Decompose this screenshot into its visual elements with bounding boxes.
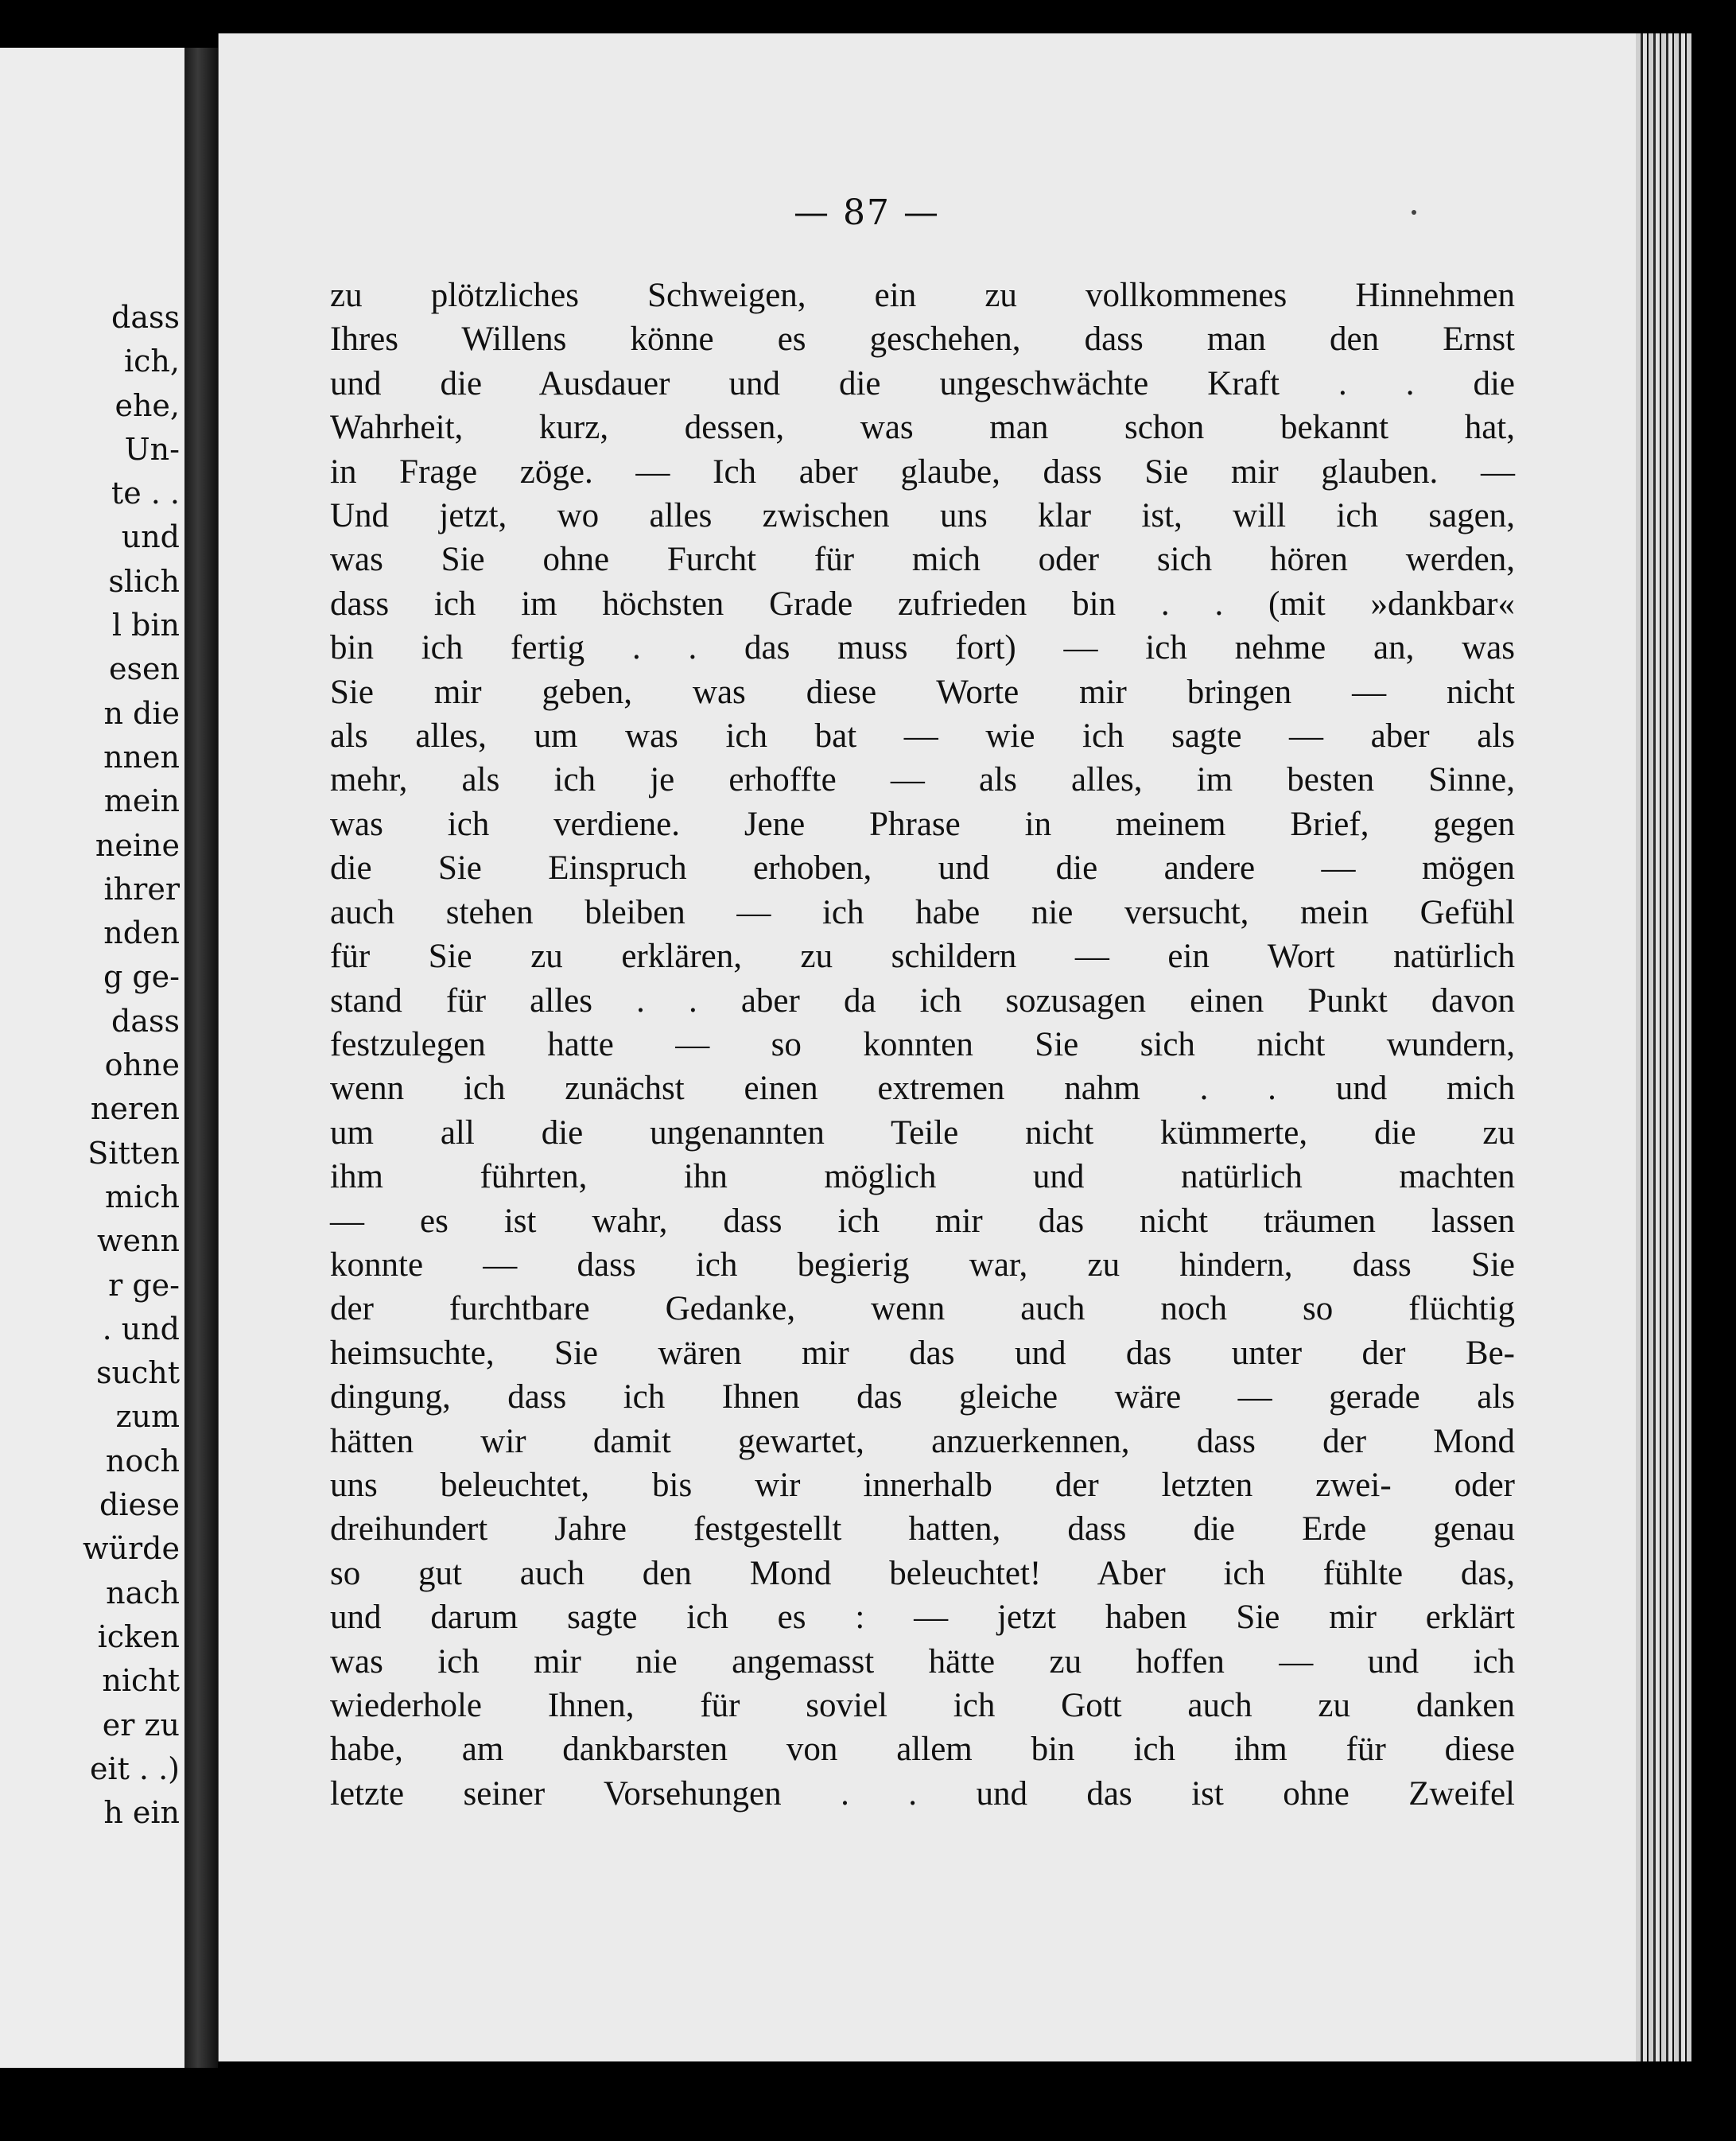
left-page-line: Un- bbox=[124, 431, 180, 467]
text-line: wiederhole Ihnen, für soviel ich Gott auch zu danken bbox=[330, 1687, 1515, 1724]
left-page-line: er zu bbox=[102, 1707, 180, 1743]
text-line: wenn ich zunächst einen extremen nahm . . und mich bbox=[330, 1070, 1515, 1108]
text-line: letzte seiner Vorsehungen . . und das ist ohne Zweifel bbox=[330, 1774, 1515, 1813]
left-page-line: neren bbox=[90, 1091, 180, 1127]
left-page-line: wenn bbox=[97, 1223, 180, 1259]
left-page-line: nach bbox=[106, 1575, 180, 1611]
left-page-line: nden bbox=[103, 915, 180, 951]
left-page-line: mich bbox=[105, 1179, 180, 1214]
left-page-line: eit . .) bbox=[89, 1750, 180, 1786]
left-page-line: und bbox=[121, 519, 180, 555]
left-page-line: nnen bbox=[103, 739, 180, 775]
book-gutter bbox=[184, 48, 218, 2068]
left-page-line: icken bbox=[97, 1618, 180, 1654]
left-page-line: l bin bbox=[111, 608, 180, 643]
left-page-line: mein bbox=[103, 783, 180, 819]
left-page-line: ich, bbox=[124, 344, 180, 379]
left-page-line: dass bbox=[111, 1003, 180, 1039]
text-line: die Sie Einspruch erhoben, und die andere — mögen bbox=[330, 849, 1515, 888]
left-page-line: ehe, bbox=[115, 387, 180, 423]
text-line: uns beleuchtet, bis wir innerhalb der letzten zwei- oder bbox=[330, 1466, 1515, 1504]
text-line: dass ich im höchsten Grade zufrieden bin . . (mit »dankbar« bbox=[330, 585, 1515, 623]
text-line: heimsuchte, Sie wären mir das und das unter der Be- bbox=[330, 1334, 1515, 1372]
text-line: auch stehen bleiben — ich habe nie versucht, mein Gefühl bbox=[330, 893, 1515, 931]
text-line: der furchtbare Gedanke, wenn auch noch so flüchtig bbox=[330, 1290, 1515, 1328]
left-page-line: h ein bbox=[103, 1795, 180, 1831]
text-line: — es ist wahr, dass ich mir das nicht träumen lassen bbox=[330, 1202, 1515, 1240]
left-page-line: dass bbox=[111, 300, 180, 335]
text-line: konnte — dass ich begierig war, zu hindern, dass Sie bbox=[330, 1245, 1515, 1284]
text-line: festzulegen hatte — so konnten Sie sich nicht wundern, bbox=[330, 1025, 1515, 1063]
left-page-line: slich bbox=[108, 563, 180, 599]
text-line: habe, am dankbarsten von allem bin ich ihm für diese bbox=[330, 1731, 1515, 1769]
text-line: in Frage zöge. — Ich aber glaube, dass Sie mir glauben. — bbox=[330, 453, 1515, 491]
text-line: Und jetzt, wo alles zwischen uns klar ist, will ich sagen, bbox=[330, 497, 1515, 535]
text-line: zu plötzliches Schweigen, ein zu vollkommenes Hinnehmen bbox=[330, 277, 1515, 314]
text-line: als alles, um was ich bat — wie ich sagte — aber als bbox=[330, 717, 1515, 756]
left-page-line: nicht bbox=[102, 1663, 180, 1699]
text-line: und darum sagte ich es : — jetzt haben Sie mir erklärt bbox=[330, 1599, 1515, 1637]
left-page-line: ihrer bbox=[103, 871, 180, 907]
scan-speck bbox=[1412, 210, 1416, 215]
text-line: hätten wir damit gewartet, anzuerkennen, dass der Mond bbox=[330, 1422, 1515, 1460]
text-line: ihm führten, ihn möglich und natürlich machten bbox=[330, 1158, 1515, 1196]
left-page-line: . und bbox=[102, 1311, 180, 1346]
text-line: und die Ausdauer und die ungeschwächte Kraft . . die bbox=[330, 364, 1515, 402]
text-line: was Sie ohne Furcht für mich oder sich hören werden, bbox=[330, 541, 1515, 579]
left-page-text bbox=[83, 296, 180, 1835]
left-page-line: esen bbox=[109, 651, 180, 687]
left-page-line: würde bbox=[83, 1531, 180, 1567]
page-body-text bbox=[330, 274, 1515, 1816]
text-line: Ihres Willens könne es geschehen, dass man den Ernst bbox=[330, 321, 1515, 359]
left-page-line: Sitten bbox=[87, 1135, 180, 1171]
text-line: was ich mir nie angemasst hätte zu hoffen — und ich bbox=[330, 1642, 1515, 1681]
text-line: bin ich fertig . . das muss fort) — ich nehme an, was bbox=[330, 629, 1515, 667]
book-page-edge bbox=[1636, 33, 1691, 2061]
text-line: mehr, als ich je erhoffte — als alles, im besten Sinne, bbox=[330, 761, 1515, 799]
text-line: was ich verdiene. Jene Phrase in meinem Brief, gegen bbox=[330, 805, 1515, 843]
left-page-line: r ge- bbox=[108, 1267, 180, 1303]
left-page-line: ohne bbox=[104, 1047, 180, 1083]
page-number: — 87 — bbox=[794, 192, 940, 233]
text-line: dreihundert Jahre festgestellt hatten, dass die Erde genau bbox=[330, 1510, 1515, 1548]
text-line: Sie mir geben, was diese Worte mir bringen — nicht bbox=[330, 673, 1515, 711]
text-line: dingung, dass ich Ihnen das gleiche wäre — gerade als bbox=[330, 1378, 1515, 1416]
left-page-line: sucht bbox=[95, 1355, 180, 1391]
left-page-line: g ge- bbox=[103, 959, 180, 995]
left-page-line: n die bbox=[103, 695, 180, 731]
left-page-line: noch bbox=[105, 1443, 180, 1478]
left-page-line: diese bbox=[99, 1487, 180, 1523]
text-line: stand für alles . . aber da ich sozusagen einen Punkt davon bbox=[330, 981, 1515, 1020]
text-line: für Sie zu erklären, zu schildern — ein Wort natürlich bbox=[330, 938, 1515, 976]
text-line: um all die ungenannten Teile nicht kümmerte, die zu bbox=[330, 1113, 1515, 1152]
text-line: Wahrheit, kurz, dessen, was man schon bekannt hat, bbox=[330, 409, 1515, 447]
left-page-line: neine bbox=[95, 827, 180, 863]
left-facing-page bbox=[0, 48, 184, 2068]
left-page-line: te . . bbox=[111, 476, 180, 511]
text-line: so gut auch den Mond beleuchtet! Aber ich fühlte das, bbox=[330, 1554, 1515, 1592]
left-page-line: zum bbox=[115, 1399, 180, 1435]
main-page bbox=[218, 33, 1637, 2061]
